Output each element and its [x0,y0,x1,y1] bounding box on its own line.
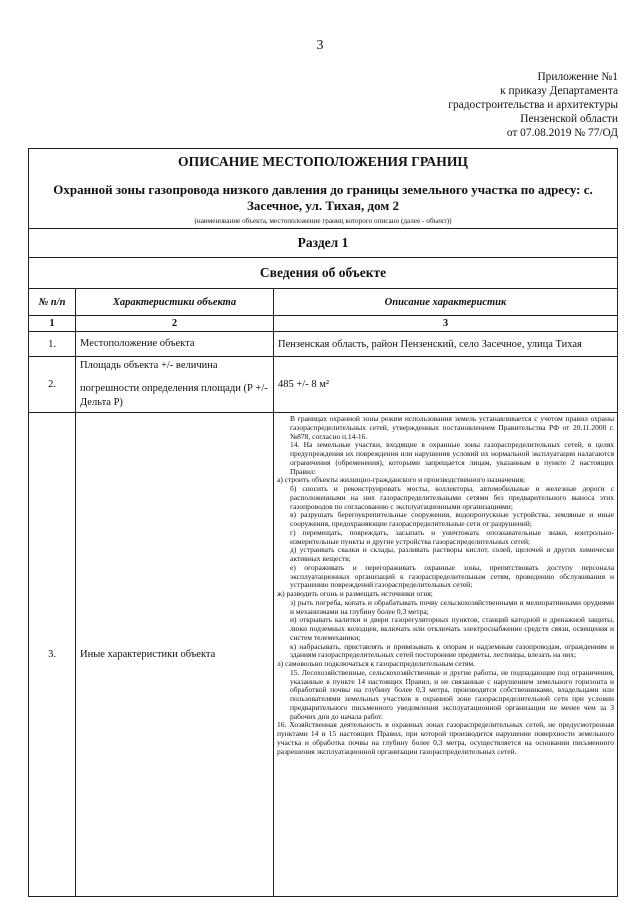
page-number: 3 [316,38,324,53]
table-row [29,357,618,413]
restriction-paragraph: а) строить объекты жилищно-гражданского и производственного назначения; [277,475,526,485]
appendix-line: от 07.08.2019 № 77/ОД [506,127,618,139]
row-characteristic: Иные характеристики объекта [76,413,274,897]
table-row [29,413,618,897]
row-description: Пензенская область, район Пензенский, село Засечное, улица Тихая [274,332,618,357]
restriction-paragraph: к) набрасывать, приставлять и привязывать к опорам и надземным газопроводам, ограждениям и зданиям газораспределительных сетей посторонние предметы, лестницы, влезать на них; [290,641,615,660]
row-number: 2. [29,357,76,413]
appendix-line: градостроительства и архитектуры [448,99,618,111]
document-note: (наименование объекта, местоположение границ которого описано (далее - объект)) [194,217,452,225]
appendix-line: Пензенской области [520,113,618,125]
table-row [29,332,618,357]
row-description: 485 +/- 8 м² [274,357,618,413]
appendix-line: к приказу Департамента [500,85,618,97]
column-number: 1 [29,316,76,332]
row-characteristic-line: погрешности определения площади (Р +/- Дельта Р) [80,383,268,408]
row-characteristic: Местоположение объекта [76,332,274,357]
appendix-block [318,70,618,140]
title-cell [29,149,618,229]
restriction-paragraph: е) огораживать и перегораживать охранные зоны, препятствовать доступу персонала эксплуатационных организаций к газораспределительным сетям, проведению обслуживания и устранению повреждений газораспределительных сетей; [290,562,615,590]
restriction-paragraph: д) устраивать свалки и склады, разливать растворы кислот, солей, щелочей и других химически активных веществ; [290,545,615,563]
row-description-long [274,413,618,897]
restriction-paragraph: б) сносить и реконструировать мосты, коллекторы, автомобильные и железные дороги с расположенными на них газораспределительными сетями без предварительного выноса этих газопроводов по согласованию с эксплуатационными организациями; [290,484,615,511]
restriction-paragraph: ж) разводить огонь и размещать источники огня; [277,589,433,598]
document-title: ОПИСАНИЕ МЕСТОПОЛОЖЕНИЯ ГРАНИЦ [178,154,468,169]
section-heading: Раздел 1 [29,229,618,258]
column-number: 2 [76,316,274,332]
header-number: № п/п [29,289,76,316]
row-number: 3. [29,413,76,897]
column-number: 3 [274,316,618,332]
restriction-paragraph: г) перемещать, повреждать, засыпать и уничтожать опознавательные знаки, контрольно-измерительные пункты и другие устройства газораспределительных сетей; [290,527,615,546]
header-characteristics: Характеристики объекта [76,289,274,316]
restriction-paragraph: з) рыть погреба, копать и обрабатывать почву сельскохозяйственными и мелиоративными орудиями и механизмами на глубину более 0,3 метра; [290,597,615,616]
restriction-paragraph: 14. На земельные участки, входящие в охранные зоны газораспределительных сетей, в целях предупреждения их повреждения или нарушения условий их нормальной эксплуатации налагаются ограничения (обременения), которыми запрещается лицам, указанным в пункте 2 настоящих Правил: [290,440,615,476]
header-description: Описание характеристик [274,289,618,316]
document-subtitle: Охранной зоны газопровода низкого давления до границы земельного участка по адресу: с. Засечное, ул. Тихая, дом 2 [53,182,593,213]
restriction-paragraph: В границах охранной зоны режим использования земель устанавливается с учетом правил охраны газораспределительных сетей, утвержденных постановлением Правительства РФ от 20.11.2000 г. №878, согласно п.14-16. [290,414,615,441]
row-characteristic [76,357,274,413]
restriction-paragraph: и) открывать калитки и двери газорегуляторных пунктов, станций катодной и дренажной защиты, люки подземных колодцев, включать или отключать электроснабжение средств связи, освещения и систем телемеханики; [290,615,615,642]
restriction-paragraph: 16. Хозяйственная деятельность в охранных зонах газораспределительных сетей, не предусмотренная пунктами 14 и 15 настоящих Правил, при которой производится нарушение поверхности земельного участка и обработка почвы на глубину более 0,3 метра, осуществляется на основании письменного разрешения эксплуатационной организации газораспределительных сетей. [277,720,615,756]
section-title: Сведения об объекте [29,258,618,289]
object-description-table [28,148,618,897]
restriction-paragraph: л) самовольно подключаться к газораспределительным сетям. [277,659,475,668]
row-characteristic-line: Площадь объекта +/- величина [80,360,218,371]
row-number: 1. [29,332,76,357]
restriction-paragraph: в) разрушать берегоукрепительные сооружения, водопропускные устройства, земляные и иные сооружения, предохраняющие газораспределительные сети от разрушений; [290,510,615,528]
appendix-line: Приложение №1 [537,71,618,83]
restriction-paragraph: 15. Лесохозяйственные, сельскохозяйственные и другие работы, не подпадающие под ограничения, указанные в пункте 14 настоящих Правил, и не связанные с нарушением земельного горизонта и обработкой почвы на глубину более 0,3 метра, производятся собственниками, владельцами или пользователями земельных участков в охранной зоне газораспределительной сети при условии предварительного письменного уведомления эксплуатационной организации не менее чем за 3 рабочих дня до начала работ. [290,667,615,721]
